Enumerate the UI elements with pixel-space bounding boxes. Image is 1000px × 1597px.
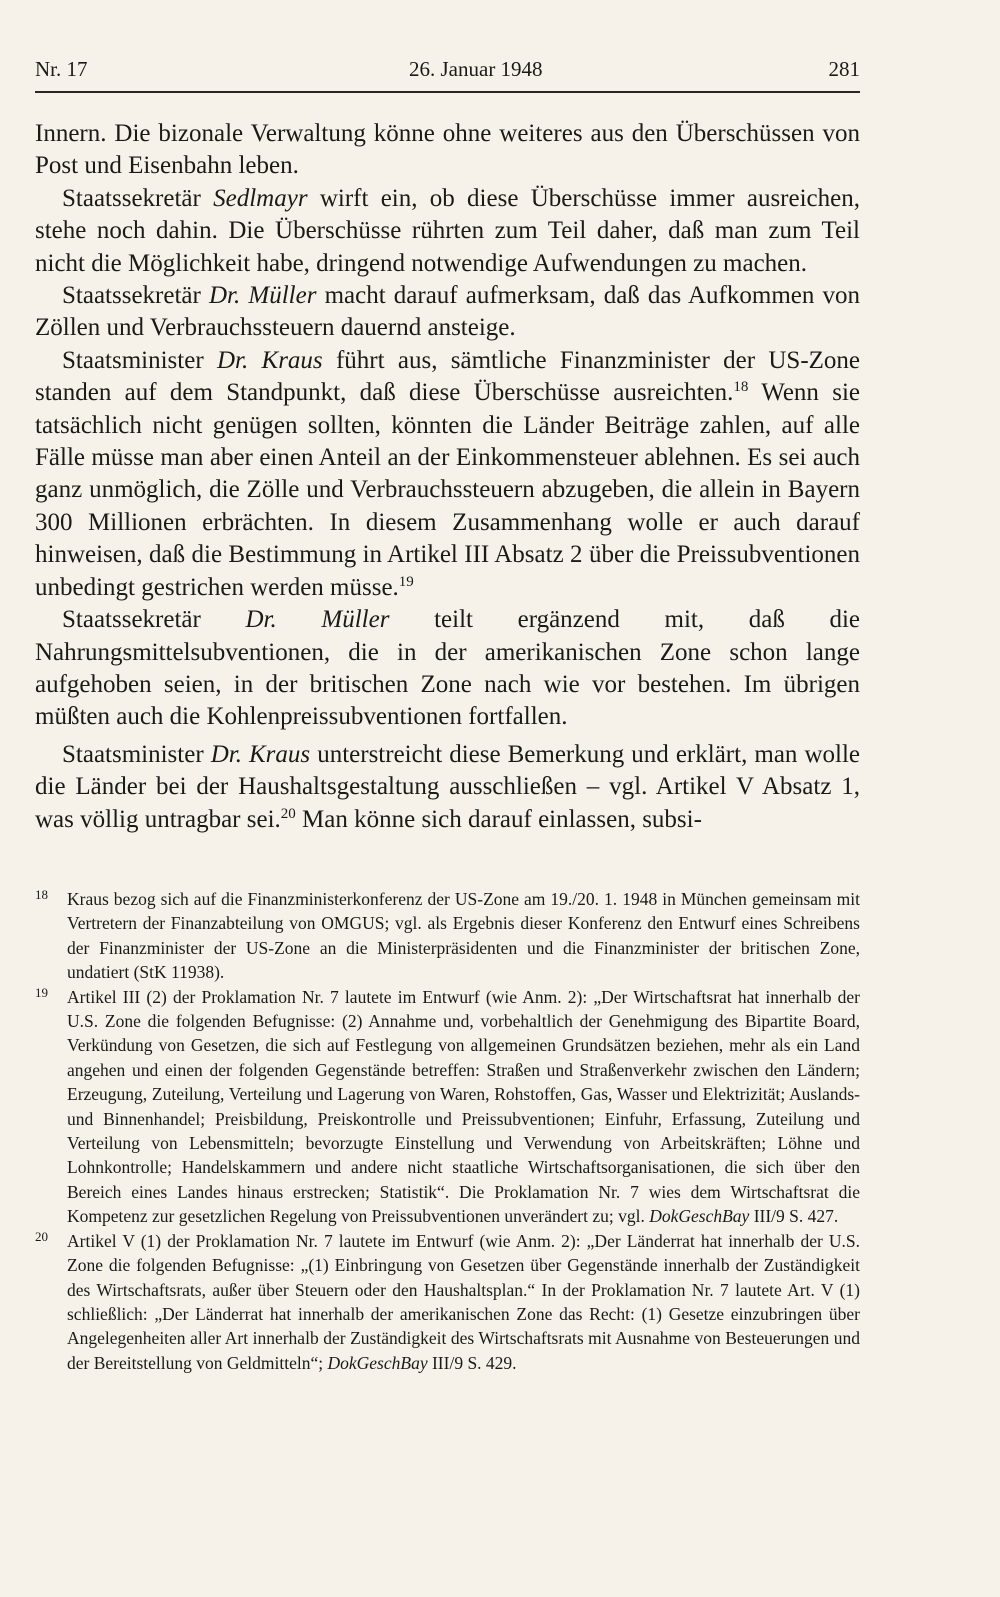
running-header: [35, 57, 860, 93]
page-number: 281: [828, 57, 860, 81]
speaker-title: Staatssekretär: [62, 606, 201, 634]
footnote-number: 19: [35, 984, 48, 1000]
footnotes-section: [35, 887, 860, 1375]
paragraph-text: macht darauf aufmerksam, daß das Aufkommen von Zöllen und Verbrauchssteuern dauernd ansteige.: [35, 282, 860, 342]
paragraph: [35, 183, 860, 280]
paragraph-text: wirft ein, ob diese Überschüsse immer ausreichen, stehe noch dahin. Die Überschüsse rührten zum Teil daher, daß man zum Teil nicht die Möglichkeit habe, dringend notwendige Aufwendungen zu machen.: [35, 184, 860, 277]
footnote-ref-link[interactable]: 18: [733, 379, 749, 396]
paragraph: [35, 280, 860, 345]
paragraph-text: führt aus, sämtliche Finanzminister der US-Zone standen auf dem Standpunkt, daß diese Überschüsse ausreichten.: [35, 346, 861, 407]
source-location: III/9 S. 429.: [431, 1352, 517, 1373]
footnote-ref-link[interactable]: 20: [280, 805, 296, 822]
footnote: [35, 887, 860, 985]
speaker-title: Staatssekretär: [62, 282, 201, 310]
paragraph-text: Man könne sich darauf einlassen, subsi-: [302, 805, 702, 833]
paragraph-text: teilt ergänzend mit, daß die Nahrungsmittelsubventionen, die in der amerikanischen Zone schon lange aufgehoben seien, in der britischen Zone nach wie vor bestehen. Im übrigen müßten auch die Kohlenpreissubventionen fortfallen.: [35, 606, 860, 731]
paragraph: Innern. Die bizonale Verwaltung könne ohne weiteres aus den Überschüssen von Post und Eisenbahn leben.: [35, 120, 860, 180]
footnote-text: Artikel III (2) der Proklamation Nr. 7 lautete im Entwurf (wie Anm. 2): „Der Wirtschaftsrat hat innerhalb der U.S. Zone die folgenden Befugnisse: (2) Annahme und, vorbehaltlich der Genehmigung des Bipartite Board, Verkündung von Gesetzen, die sich auf Festlegung von allgemeinen Grundsätzen beziehen, mehr als ein Land angehen und einen der folgenden Gegenstände betreffen: Straßen und Straßenverkehr zwischen den Ländern; Erzeugung, Zuteilung, Verteilung und Lagerung von Waren, Rohstoffen, Gas, Wasser und Elektrizität; Auslands- und Binnenhandel; Preisbildung, Preiskontrolle und Preissubventionen; Einfuhr, Erfassung, Zuteilung und Verteilung von Lebensmitteln; bevorzugte Einstellung und Verwendung von Arbeitskräften; Löhne und Lohnkontrolle; Handelskammern und andere nicht staatliche Wirtschaftsorganisationen, die sich über den Bereich eines Landes hinaus erstrecken; Statistik“. Die Proklamation Nr. 7 wies dem Wirtschaftsrat die Kompetenz zur gesetzlichen Regelung von Preissubventionen unverändert zu; vgl.: [67, 986, 860, 1227]
source-location: III/9 S. 427.: [753, 1206, 839, 1227]
footnote-ref-link[interactable]: 19: [398, 573, 414, 590]
source-reference: DokGeschBay: [327, 1352, 428, 1373]
speaker-title: Staatssekretär: [62, 184, 201, 212]
speaker-title: Staatsminister: [62, 740, 204, 768]
speaker-name: Dr. Müller: [245, 606, 390, 634]
speaker-name: Dr. Kraus: [210, 740, 311, 768]
paragraph: [35, 604, 860, 734]
footnote-number: 18: [35, 887, 48, 902]
footnote-number: 20: [35, 1228, 48, 1244]
paragraph: [35, 345, 860, 604]
speaker-name: Dr. Kraus: [216, 346, 323, 374]
speaker-name: Sedlmayr: [213, 184, 308, 212]
paragraph-text: unterstreicht diese Bemerkung und erklärt, man wolle die Länder bei der Haushaltsgestaltung ausschließen – vgl. Artikel V Absatz 1, was völlig untragbar sei.: [35, 740, 860, 833]
speaker-name: Dr. Müller: [208, 282, 317, 310]
footnote-text: Artikel V (1) der Proklamation Nr. 7 lautete im Entwurf (wie Anm. 2): „Der Länderrat hat innerhalb der U.S. Zone die folgenden Befugnisse: „(1) Einbringung von Gesetzen über Gegenstände innerhalb der Zuständigkeit des Wirtschaftsrats, außer über Steuern oder den Haushaltsplan.“ In der Proklamation Nr. 7 lautete Art. V (1) schließlich: „Der Länderrat hat innerhalb der amerikanischen Zone das Recht: (1) Gesetze einzubringen über Angelegenheiten aller Art innerhalb der Zuständigkeit des Wirtschaftsrats mit Ausnahme von Besteuerungen und der Bereitstellung von Geldmitteln“;: [67, 1230, 860, 1373]
paragraph: [35, 739, 860, 836]
paragraph-text: Wenn sie tatsächlich nicht genügen sollten, könnten die Länder Beiträge zahlen, auf alle Fälle müsse man aber einen Anteil an der Einkommensteuer ablehnen. Es sei auch ganz unmöglich, die Zölle und Verbrauchssteuern abzugeben, die allein in Bayern 300 Millionen erbrächten. In diesem Zusammenhang wolle er auch darauf hinweisen, daß die Bestimmung in Artikel III Absatz 2 über die Preissubventionen unbedingt gestrichen werden müsse.: [35, 379, 860, 601]
footnote-text: Kraus bezog sich auf die Finanzministerkonferenz der US-Zone am 19./20. 1. 1948 in München gemeinsam mit Vertretern der Finanzabteilung von OMGUS; vgl. als Ergebnis dieser Konferenz den Entwurf eines Schreibens der Finanzminister der US-Zone an die Ministerpräsidenten und die Finanzminister der britischen Zone, undatiert (StK 11938).: [67, 889, 860, 983]
main-text: [35, 118, 860, 836]
footnote: [35, 985, 860, 1229]
document-number: Nr. 17: [35, 57, 88, 81]
header-date: 26. Januar 1948: [409, 57, 543, 81]
source-reference: DokGeschBay: [649, 1206, 750, 1227]
footnote: [35, 1229, 860, 1375]
speaker-title: Staatsminister: [62, 346, 204, 374]
